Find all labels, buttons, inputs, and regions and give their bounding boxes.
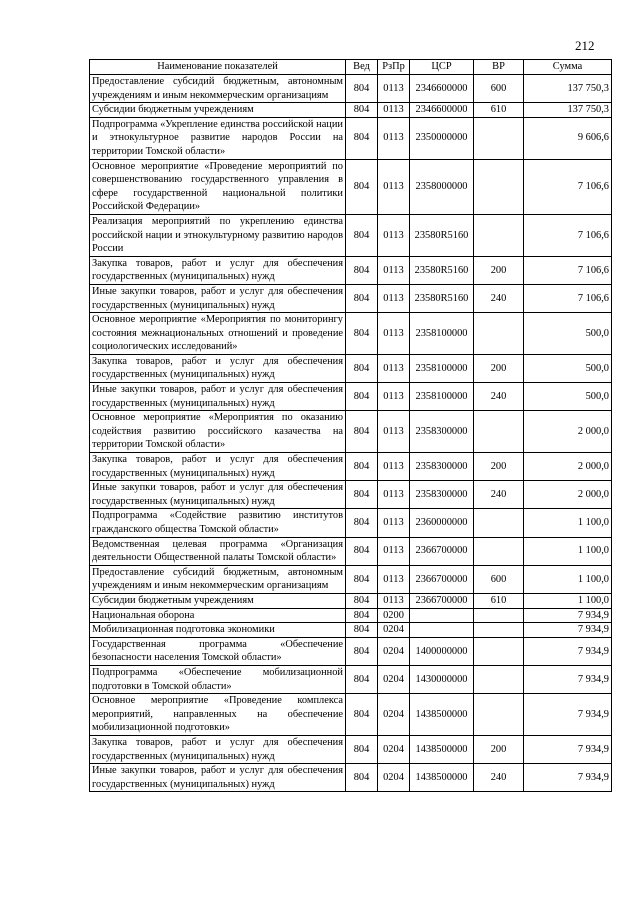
table-cell-vr: 200 — [474, 256, 524, 284]
table-row — [90, 75, 612, 103]
table-cell-rzpr: 0113 — [378, 214, 410, 256]
table-row — [90, 665, 612, 693]
table-cell-name: Субсидии бюджетным учреждениям — [90, 103, 346, 118]
table-cell-rzpr: 0204 — [378, 694, 410, 736]
table-cell-rzpr: 0113 — [378, 117, 410, 159]
table-cell-sum: 1 100,0 — [524, 509, 612, 537]
table-cell-ved: 804 — [346, 537, 378, 565]
table-row — [90, 256, 612, 284]
table-cell-csr: 2366700000 — [410, 537, 474, 565]
table-cell-csr: 2358300000 — [410, 453, 474, 481]
table-cell-rzpr: 0204 — [378, 665, 410, 693]
table-cell-rzpr: 0113 — [378, 565, 410, 593]
table-cell-name: Основное мероприятие «Проведение мероприятий по совершенствованию государственного управления в сфере государственной национальной политики Российской Федерации» — [90, 159, 346, 214]
table-cell-ved: 804 — [346, 383, 378, 411]
table-cell-name: Подпрограмма «Содействие развитию институтов гражданского общества Томской области» — [90, 509, 346, 537]
table-cell-vr — [474, 159, 524, 214]
table-row — [90, 284, 612, 312]
table-row — [90, 214, 612, 256]
table-cell-sum: 500,0 — [524, 313, 612, 355]
table-cell-csr: 2358300000 — [410, 481, 474, 509]
table-cell-rzpr: 0113 — [378, 537, 410, 565]
table-header-row — [90, 60, 612, 75]
table-row — [90, 159, 612, 214]
table-cell-csr: 2358100000 — [410, 313, 474, 355]
table-cell-rzpr: 0113 — [378, 383, 410, 411]
table-cell-rzpr: 0113 — [378, 593, 410, 608]
table-cell-sum: 500,0 — [524, 383, 612, 411]
table-cell-ved: 804 — [346, 593, 378, 608]
table-cell-ved: 804 — [346, 313, 378, 355]
table-cell-rzpr: 0113 — [378, 159, 410, 214]
table-cell-ved: 804 — [346, 453, 378, 481]
table-cell-sum: 500,0 — [524, 354, 612, 382]
header-rzpr: РзПр — [378, 60, 410, 75]
table-cell-rzpr: 0204 — [378, 764, 410, 792]
table-cell-ved: 804 — [346, 75, 378, 103]
table-cell-csr: 2346600000 — [410, 103, 474, 118]
table-row — [90, 694, 612, 736]
table-row — [90, 453, 612, 481]
table-cell-ved: 804 — [346, 159, 378, 214]
table-cell-ved: 804 — [346, 481, 378, 509]
table-cell-csr — [410, 608, 474, 623]
table-cell-rzpr: 0113 — [378, 354, 410, 382]
table-cell-name: Иные закупки товаров, работ и услуг для обеспечения государственных (муниципальных) нужд — [90, 481, 346, 509]
table-cell-ved: 804 — [346, 764, 378, 792]
table-cell-ved: 804 — [346, 509, 378, 537]
header-name: Наименование показателей — [90, 60, 346, 75]
table-cell-rzpr: 0113 — [378, 313, 410, 355]
table-cell-sum: 7 934,9 — [524, 637, 612, 665]
table-cell-csr: 2350000000 — [410, 117, 474, 159]
table-row — [90, 383, 612, 411]
page-number: 212 — [575, 38, 595, 53]
table-row — [90, 593, 612, 608]
table-cell-vr — [474, 509, 524, 537]
header-ved: Вед — [346, 60, 378, 75]
table-cell-name: Закупка товаров, работ и услуг для обеспечения государственных (муниципальных) нужд — [90, 256, 346, 284]
table-cell-sum: 7 934,9 — [524, 608, 612, 623]
table-cell-name: Государственная программа «Обеспечение безопасности населения Томской области» — [90, 637, 346, 665]
table-cell-name: Закупка товаров, работ и услуг для обеспечения государственных (муниципальных) нужд — [90, 453, 346, 481]
table-cell-name: Мобилизационная подготовка экономики — [90, 623, 346, 638]
table-cell-csr: 23580R5160 — [410, 214, 474, 256]
table-cell-sum: 137 750,3 — [524, 75, 612, 103]
table-cell-vr: 600 — [474, 75, 524, 103]
table-cell-sum: 2 000,0 — [524, 453, 612, 481]
table-cell-sum: 1 100,0 — [524, 593, 612, 608]
table-cell-sum: 137 750,3 — [524, 103, 612, 118]
table-cell-sum: 1 100,0 — [524, 537, 612, 565]
table-cell-name: Национальная оборона — [90, 608, 346, 623]
table-cell-sum: 2 000,0 — [524, 481, 612, 509]
table-row — [90, 411, 612, 453]
table-cell-vr — [474, 411, 524, 453]
table-cell-vr — [474, 694, 524, 736]
table-cell-ved: 804 — [346, 694, 378, 736]
table-cell-rzpr: 0113 — [378, 509, 410, 537]
table-cell-sum: 7 934,9 — [524, 623, 612, 638]
table-row — [90, 565, 612, 593]
table-cell-vr — [474, 608, 524, 623]
table-cell-rzpr: 0113 — [378, 256, 410, 284]
table-cell-sum: 7 106,6 — [524, 214, 612, 256]
table-row — [90, 735, 612, 763]
table-cell-csr: 1438500000 — [410, 694, 474, 736]
table-cell-csr: 1430000000 — [410, 665, 474, 693]
table-cell-name: Подпрограмма «Обеспечение мобилизационной подготовки в Томской области» — [90, 665, 346, 693]
table-row — [90, 537, 612, 565]
table-cell-rzpr: 0113 — [378, 284, 410, 312]
table-cell-name: Основное мероприятие «Проведение комплекса мероприятий, направленных на обеспечение мобилизационной подготовки» — [90, 694, 346, 736]
table-cell-name: Иные закупки товаров, работ и услуг для обеспечения государственных (муниципальных) нужд — [90, 284, 346, 312]
table-cell-vr: 240 — [474, 284, 524, 312]
table-cell-csr: 2360000000 — [410, 509, 474, 537]
table-cell-name: Основное мероприятие «Мероприятия по оказанию содействия развитию российского казачества на территории Томской области» — [90, 411, 346, 453]
table-cell-name: Предоставление субсидий бюджетным, автономным учреждениям и иным некоммерческим организациям — [90, 565, 346, 593]
table-cell-rzpr: 0200 — [378, 608, 410, 623]
table-cell-vr — [474, 214, 524, 256]
table-cell-csr: 23580R5160 — [410, 284, 474, 312]
table-cell-csr: 2366700000 — [410, 593, 474, 608]
table-row — [90, 764, 612, 792]
table-cell-vr — [474, 313, 524, 355]
table-row — [90, 481, 612, 509]
table-cell-ved: 804 — [346, 665, 378, 693]
table-cell-name: Ведомственная целевая программа «Организация деятельности Общественной палаты Томской области» — [90, 537, 346, 565]
table-cell-rzpr: 0113 — [378, 103, 410, 118]
budget-table — [89, 59, 612, 792]
table-cell-sum: 7 106,6 — [524, 284, 612, 312]
table-cell-sum: 7 934,9 — [524, 764, 612, 792]
table-cell-ved: 804 — [346, 623, 378, 638]
table-cell-vr: 200 — [474, 735, 524, 763]
header-vr: ВР — [474, 60, 524, 75]
table-cell-vr — [474, 623, 524, 638]
table-cell-name: Иные закупки товаров, работ и услуг для обеспечения государственных (муниципальных) нужд — [90, 764, 346, 792]
table-cell-sum: 7 934,9 — [524, 735, 612, 763]
table-cell-vr — [474, 637, 524, 665]
table-body — [90, 75, 612, 792]
table-cell-vr — [474, 537, 524, 565]
table-cell-name: Закупка товаров, работ и услуг для обеспечения государственных (муниципальных) нужд — [90, 735, 346, 763]
table-cell-name: Субсидии бюджетным учреждениям — [90, 593, 346, 608]
table-cell-sum: 7 106,6 — [524, 256, 612, 284]
table-cell-rzpr: 0204 — [378, 623, 410, 638]
table-cell-ved: 804 — [346, 608, 378, 623]
table-cell-vr: 610 — [474, 103, 524, 118]
table-cell-rzpr: 0204 — [378, 735, 410, 763]
table-cell-name: Предоставление субсидий бюджетным, автономным учреждениям и иным некоммерческим организациям — [90, 75, 346, 103]
table-row — [90, 637, 612, 665]
table-cell-sum: 7 934,9 — [524, 694, 612, 736]
table-cell-ved: 804 — [346, 214, 378, 256]
table-cell-ved: 804 — [346, 256, 378, 284]
table-cell-sum: 7 106,6 — [524, 159, 612, 214]
table-cell-name: Иные закупки товаров, работ и услуг для обеспечения государственных (муниципальных) нужд — [90, 383, 346, 411]
table-cell-vr: 240 — [474, 764, 524, 792]
table-cell-csr: 2358100000 — [410, 383, 474, 411]
table-cell-sum: 9 606,6 — [524, 117, 612, 159]
table-cell-ved: 804 — [346, 637, 378, 665]
table-cell-ved: 804 — [346, 411, 378, 453]
table-row — [90, 623, 612, 638]
table-cell-csr: 2358300000 — [410, 411, 474, 453]
table-row — [90, 608, 612, 623]
table-row — [90, 103, 612, 118]
table-cell-csr: 23580R5160 — [410, 256, 474, 284]
table-cell-ved: 804 — [346, 103, 378, 118]
table-cell-vr: 240 — [474, 481, 524, 509]
table-cell-csr: 2346600000 — [410, 75, 474, 103]
table-cell-vr: 600 — [474, 565, 524, 593]
header-sum: Сумма — [524, 60, 612, 75]
table-cell-csr: 1438500000 — [410, 764, 474, 792]
table-cell-ved: 804 — [346, 354, 378, 382]
table-cell-csr: 2366700000 — [410, 565, 474, 593]
table-cell-ved: 804 — [346, 565, 378, 593]
table-cell-name: Основное мероприятие «Мероприятия по мониторингу состояния межнациональных отношений и проведение социологических исследований» — [90, 313, 346, 355]
table-cell-csr: 1438500000 — [410, 735, 474, 763]
table-cell-vr: 610 — [474, 593, 524, 608]
table-cell-rzpr: 0113 — [378, 453, 410, 481]
table-cell-rzpr: 0113 — [378, 481, 410, 509]
table-cell-ved: 804 — [346, 117, 378, 159]
table-cell-name: Реализация мероприятий по укреплению единства российской нации и этнокультурному развитию народов России — [90, 214, 346, 256]
table-cell-sum: 7 934,9 — [524, 665, 612, 693]
table-cell-ved: 804 — [346, 735, 378, 763]
table-cell-rzpr: 0113 — [378, 75, 410, 103]
table-cell-vr — [474, 117, 524, 159]
table-cell-vr — [474, 665, 524, 693]
table-cell-sum: 2 000,0 — [524, 411, 612, 453]
table-cell-sum: 1 100,0 — [524, 565, 612, 593]
table-cell-ved: 804 — [346, 284, 378, 312]
table-cell-csr: 2358100000 — [410, 354, 474, 382]
table-cell-vr: 200 — [474, 453, 524, 481]
table-cell-rzpr: 0204 — [378, 637, 410, 665]
table-cell-csr — [410, 623, 474, 638]
table-row — [90, 313, 612, 355]
table-cell-name: Подпрограмма «Укрепление единства российской нации и этнокультурное развитие народов России на территории Томской области» — [90, 117, 346, 159]
table-cell-vr: 240 — [474, 383, 524, 411]
table-cell-name: Закупка товаров, работ и услуг для обеспечения государственных (муниципальных) нужд — [90, 354, 346, 382]
table-row — [90, 509, 612, 537]
table-cell-csr: 1400000000 — [410, 637, 474, 665]
table-row — [90, 117, 612, 159]
header-csr: ЦСР — [410, 60, 474, 75]
table-cell-vr: 200 — [474, 354, 524, 382]
table-cell-rzpr: 0113 — [378, 411, 410, 453]
table-cell-csr: 2358000000 — [410, 159, 474, 214]
table-row — [90, 354, 612, 382]
